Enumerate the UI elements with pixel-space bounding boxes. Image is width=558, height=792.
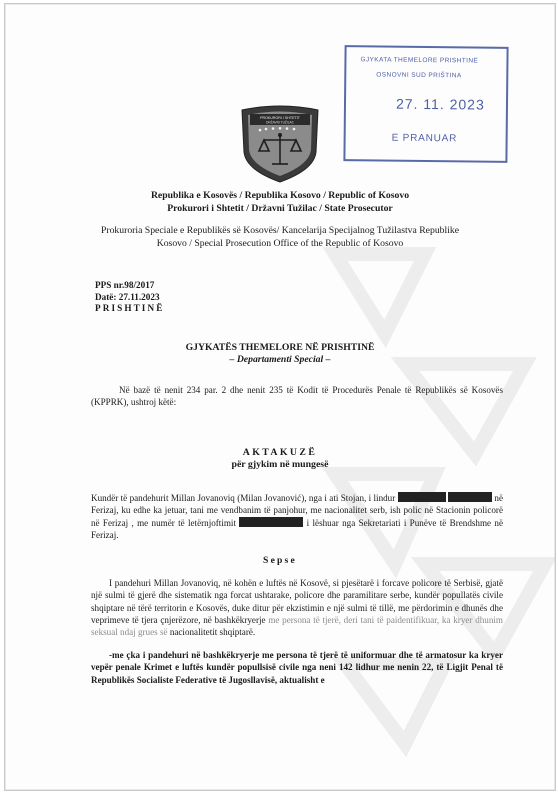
- indictment-title: [5, 447, 555, 471]
- stamp-line-court-serbian: OSNOVNI SUD PRIŠTINA: [376, 71, 462, 80]
- document-page: [4, 3, 556, 791]
- svg-text:PROKURORI I SHTETIT: PROKURORI I SHTETIT: [260, 116, 300, 120]
- court-heading: [5, 342, 555, 366]
- intro-paragraph: Në bazë të nenit 234 par. 2 dhe nenit 235 të Kodit të Procedurës Penale të Republikës së Kosovës (KPPRK), ushtroj këtë:: [91, 385, 503, 408]
- state-prosecutor-emblem: [234, 104, 326, 184]
- defendant-text-2: në Ferizaj, ku edhe ka jetuar, tani me vendbanim të panjohur, me nacionalitet serb, ish polic në Stacionin policorë në Ferizaj , me numër të letërnjoftimit: [91, 493, 503, 528]
- indictment-heading: AKTAKUZË: [242, 447, 318, 458]
- case-metadata: [95, 280, 164, 315]
- redacted-id-number: [239, 517, 303, 527]
- redacted-birthyear: [448, 492, 492, 502]
- court-received-stamp: [343, 45, 508, 163]
- stamp-received: E PRANUAR: [391, 132, 458, 145]
- indictment-subheading: për gjykim në mungesë: [231, 459, 329, 470]
- court-name: GJYKATËS THEMELORE NË PRISHTINË: [185, 342, 375, 353]
- stamp-line-court: GJYKATA THEMELORE PRISHTINË: [360, 56, 479, 65]
- header-prosecutor: Prokurori i Shtetit / Državni Tužilac / State Prosecutor: [167, 203, 393, 214]
- charge-paragraph: -me çka i pandehuri në bashkëkryerje me persona të tjerë të uniformuar dhe të armatosur ka kryer vepër penale Krimet e luftës kundër popullsisë civile nga neni 142 lidhur me nenin 22, të Ligjit Penal të Republikës Socialiste Federative të Jugosllavisë, aktualisht e: [91, 650, 503, 685]
- defendant-paragraph: [91, 492, 503, 541]
- facts-text-end: nacionalitetit shqiptarë.: [169, 627, 256, 638]
- svg-text:DRŽAVNI TUŽILAC: DRŽAVNI TUŽILAC: [266, 120, 294, 125]
- defendant-text-1: Kundër të pandehurit Millan Jovanoviq (Milan Jovanović), nga i ati Stojan, i lindur: [91, 493, 396, 503]
- header-office-line1: Prokuroria Speciale e Republikës së Kosovës/ Kancelarija Specijalnog Tužilastva Republike: [100, 225, 460, 236]
- case-city: PRISHTINË: [95, 303, 165, 313]
- defendant-text-3: i lëshuar nga Sekretariati i Punëve të Brendshme në Ferizaj.: [91, 517, 504, 540]
- redacted-birthdate: [398, 492, 446, 502]
- header-office-line2: Kosovo / Special Prosecution Office of the Republic of Kosovo: [156, 238, 404, 249]
- stamp-date: 27. 11. 2023: [395, 95, 485, 113]
- court-department: – Departamenti Special –: [229, 354, 331, 365]
- facts-text-faded: me persona të tjerë, deri tani të paidentifikuar, ka kryer dhunim seksual ndaj grues së: [91, 614, 503, 638]
- facts-paragraph: [91, 577, 503, 638]
- case-date: Datë: 27.11.2023: [95, 291, 160, 302]
- case-number: PPS nr.98/2017: [95, 280, 155, 290]
- sepse-heading: Sepse: [263, 555, 297, 566]
- facts-text: I pandehuri Millan Jovanoviq, në kohën e luftës në Kosovë, si pjesëtarë i forcave policore të Serbisë, gjatë një sulmi të gjerë dhe sistematik nga forcat ushtarake, policore dhe paramilitare serbe, kundër popullatës civile shqiptare në tërë territorin e Kosovës, duke ditur për ekzistimin e një sulmi të tillë, me përdorimin e dhunës dhe veprimeve të tjera çnjerëzore, në bashkëkryerje: [91, 578, 503, 625]
- header-republic: Republika e Kosovës / Republika Kosovo / Republic of Kosovo: [150, 190, 410, 201]
